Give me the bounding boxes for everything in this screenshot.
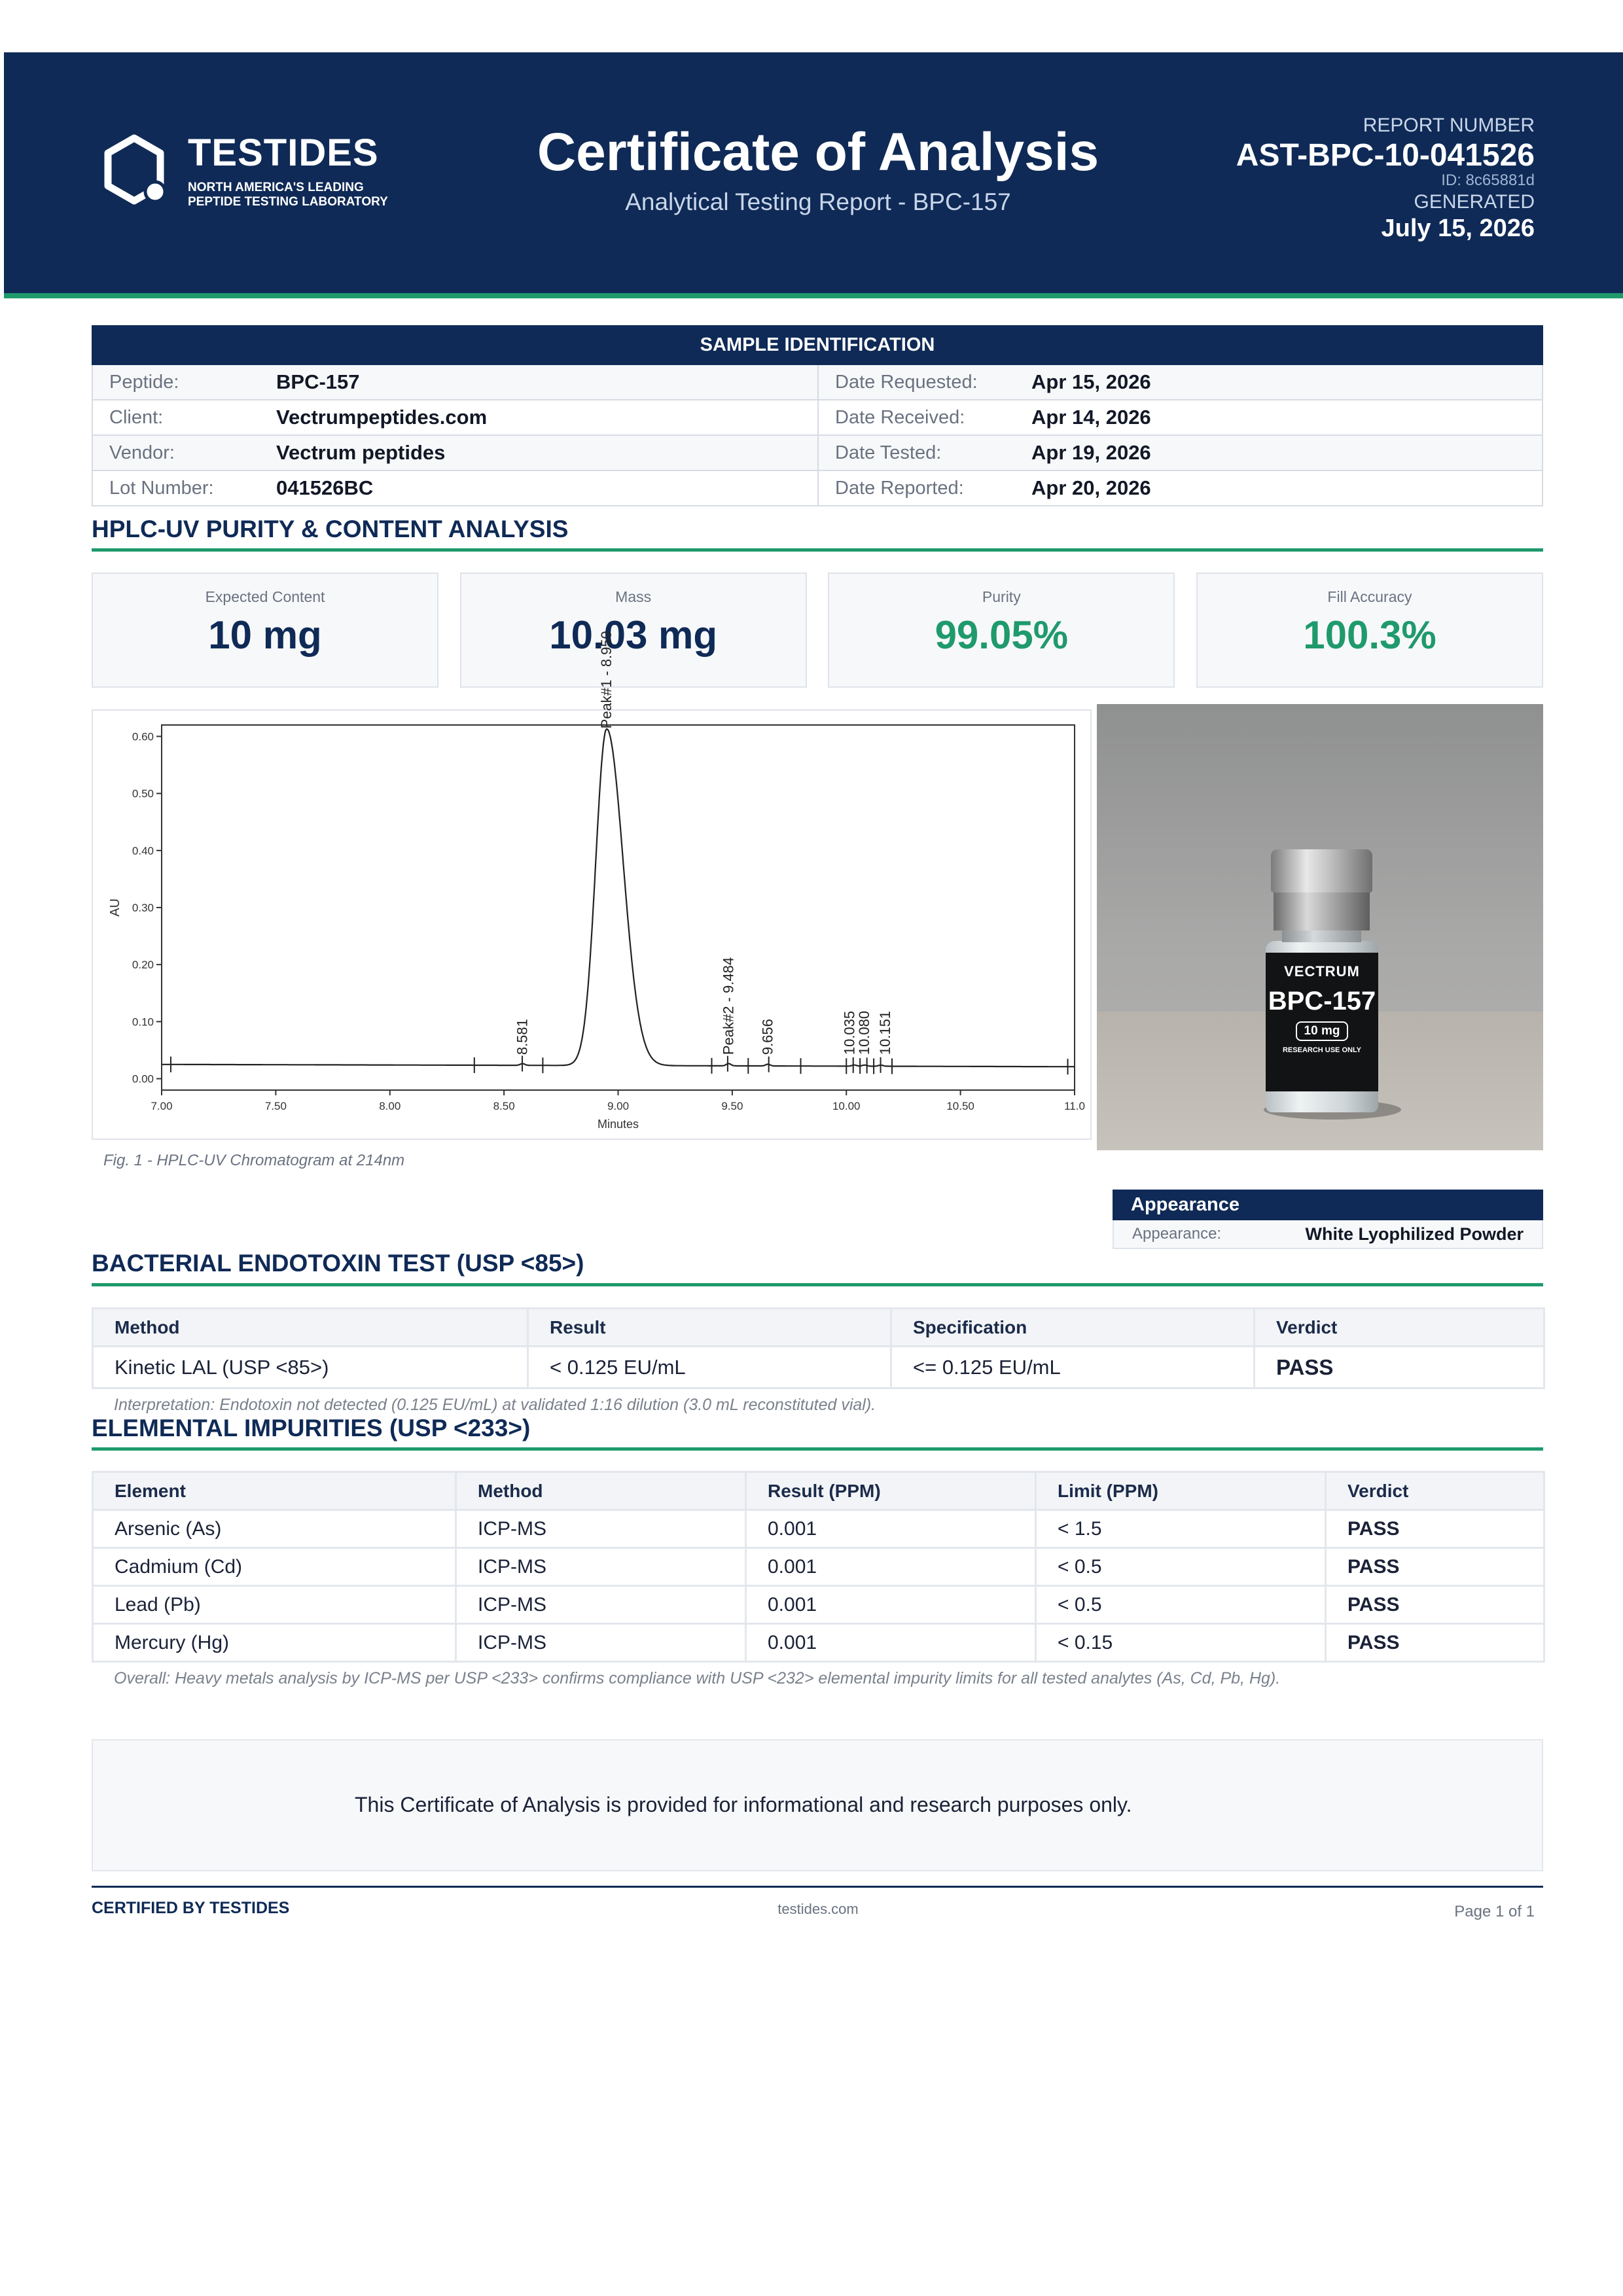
elemental-table xyxy=(92,1471,1545,1663)
metric-value: 10 mg xyxy=(208,613,322,657)
column-header: Result (PPM) xyxy=(746,1472,1036,1510)
x-tick-label: 7.50 xyxy=(264,1100,287,1112)
footer-website-link[interactable]: testides.com xyxy=(777,1901,859,1917)
table-cell: < 0.5 xyxy=(1036,1548,1326,1586)
column-header: Limit (PPM) xyxy=(1036,1472,1326,1510)
figure-caption: Fig. 1 - HPLC-UV Chromatogram at 214nm xyxy=(103,1152,405,1169)
column-header: Specification xyxy=(891,1309,1255,1347)
y-tick-label: 0.00 xyxy=(132,1072,154,1086)
verdict-pass: PASS xyxy=(1255,1347,1544,1388)
y-tick-label: 0.20 xyxy=(132,959,154,972)
vial-photo xyxy=(1097,704,1543,1150)
field-label: Date Requested: xyxy=(835,371,978,393)
y-tick-label: 0.40 xyxy=(132,844,154,857)
sample-cell xyxy=(817,400,1542,434)
x-tick-label: 8.50 xyxy=(493,1100,515,1112)
appearance-value: White Lyophilized Powder xyxy=(1305,1224,1524,1244)
disclaimer-box xyxy=(92,1739,1543,1871)
x-axis-label: Minutes xyxy=(597,1118,639,1131)
peak-label: Peak#1 - 8.950 xyxy=(598,631,615,729)
sample-identification-table xyxy=(92,365,1543,506)
endotoxin-section-title: BACTERIAL ENDOTOXIN TEST (USP <85>) xyxy=(92,1250,584,1277)
metric-label: Fill Accuracy xyxy=(1327,588,1412,605)
sample-cell xyxy=(817,436,1542,470)
sample-cell xyxy=(93,365,817,399)
column-header: Method xyxy=(456,1472,746,1510)
x-tick-label: 10.00 xyxy=(832,1100,861,1112)
appearance-box xyxy=(1113,1190,1543,1249)
hplc-section-title: HPLC-UV PURITY & CONTENT ANALYSIS xyxy=(92,516,569,542)
sample-cell xyxy=(93,436,817,470)
page-number: Page 1 of 1 xyxy=(1454,1903,1535,1920)
vial-brand: VECTRUM xyxy=(1284,963,1360,980)
peak-label: 10.080 xyxy=(856,1010,873,1055)
sample-row xyxy=(93,471,1542,506)
metric-value: 10.03 mg xyxy=(549,613,718,657)
endotoxin-interpretation: Interpretation: Endotoxin not detected (0.125 EU/mL) at validated 1:16 dilution (3.0 mL reconstituted vial). xyxy=(114,1396,876,1414)
y-tick-label: 0.10 xyxy=(132,1016,154,1029)
vial-crimp xyxy=(1274,892,1370,930)
vial-label xyxy=(1266,953,1378,1091)
field-value: Vectrumpeptides.com xyxy=(276,406,488,429)
table-cell: 0.001 xyxy=(746,1510,1036,1548)
hplc-section-rule xyxy=(92,548,1543,552)
field-value: BPC-157 xyxy=(276,370,360,393)
table-cell: <= 0.125 EU/mL xyxy=(891,1347,1255,1388)
appearance-label: Appearance: xyxy=(1132,1225,1222,1243)
table-row xyxy=(93,1548,1544,1586)
metric-label: Purity xyxy=(982,588,1021,605)
brand-tagline-line-1: NORTH AMERICA'S LEADING xyxy=(188,181,364,194)
generated-label: GENERATED xyxy=(1414,191,1535,213)
x-tick-label: 9.00 xyxy=(607,1100,630,1112)
x-tick-label: 10.50 xyxy=(946,1100,974,1112)
sample-cell xyxy=(93,400,817,434)
table-row xyxy=(93,1347,1544,1388)
vial-neck xyxy=(1282,929,1361,942)
table-cell: Cadmium (Cd) xyxy=(93,1548,456,1586)
column-header: Result xyxy=(528,1309,891,1347)
table-cell: Arsenic (As) xyxy=(93,1510,456,1548)
table-cell: Lead (Pb) xyxy=(93,1586,456,1624)
table-cell: < 1.5 xyxy=(1036,1510,1326,1548)
field-value: Apr 19, 2026 xyxy=(1031,441,1151,464)
generated-date: July 15, 2026 xyxy=(1381,215,1535,242)
endotoxin-section-rule xyxy=(92,1283,1543,1286)
metric-card-purity xyxy=(828,573,1175,688)
brand-tagline xyxy=(188,181,388,209)
y-tick-label: 0.30 xyxy=(132,902,154,914)
peak-label: 9.656 xyxy=(759,1019,776,1055)
table-cell: < 0.125 EU/mL xyxy=(528,1347,891,1388)
plot-frame xyxy=(162,725,1075,1090)
column-header: Element xyxy=(93,1472,456,1510)
elemental-section-title: ELEMENTAL IMPURITIES (USP <233>) xyxy=(92,1415,531,1441)
document-title: Certificate of Analysis xyxy=(537,122,1099,182)
y-tick-label: 0.60 xyxy=(132,730,154,743)
field-value: Apr 15, 2026 xyxy=(1031,370,1151,393)
metric-card-mass xyxy=(460,573,807,688)
y-axis-label: AU xyxy=(108,898,122,917)
table-header-row xyxy=(93,1472,1544,1510)
field-label: Date Received: xyxy=(835,406,965,428)
table-cell: < 0.15 xyxy=(1036,1624,1326,1662)
document-subtitle: Analytical Testing Report - BPC-157 xyxy=(625,188,1011,215)
report-number: AST-BPC-10-041526 xyxy=(1236,138,1535,173)
table-cell: 0.001 xyxy=(746,1586,1036,1624)
endotoxin-table xyxy=(92,1307,1545,1389)
table-cell: ICP-MS xyxy=(456,1510,746,1548)
table-row xyxy=(93,1624,1544,1662)
vial-product-name: BPC-157 xyxy=(1268,987,1376,1016)
table-cell: Kinetic LAL (USP <85>) xyxy=(93,1347,528,1388)
field-label: Client: xyxy=(109,406,164,428)
column-header: Verdict xyxy=(1326,1472,1544,1510)
y-tick-label: 0.50 xyxy=(132,787,154,800)
vial-ruo-text: RESEARCH USE ONLY xyxy=(1282,1046,1361,1054)
peak-label: 8.581 xyxy=(514,1019,531,1055)
table-cell: Mercury (Hg) xyxy=(93,1624,456,1662)
chromatogram-trace xyxy=(162,729,1075,1067)
vial-cap xyxy=(1271,849,1372,892)
field-label: Peptide: xyxy=(109,371,179,393)
peak-label: 10.151 xyxy=(876,1010,893,1055)
column-header: Method xyxy=(93,1309,528,1347)
verdict-pass: PASS xyxy=(1326,1510,1544,1548)
field-value: 041526BC xyxy=(276,476,374,499)
certified-by: CERTIFIED BY TESTIDES xyxy=(92,1899,290,1917)
brand-tagline-line-2: PEPTIDE TESTING LABORATORY xyxy=(188,195,388,209)
metric-value: 100.3% xyxy=(1303,613,1436,657)
verdict-pass: PASS xyxy=(1326,1548,1544,1586)
verdict-pass: PASS xyxy=(1326,1624,1544,1662)
field-label: Vendor: xyxy=(109,442,175,463)
report-id: ID: 8c65881d xyxy=(1441,171,1535,189)
metric-cards xyxy=(92,573,1543,688)
sample-identification-heading: SAMPLE IDENTIFICATION xyxy=(92,325,1543,365)
sample-cell xyxy=(817,471,1542,505)
sample-row xyxy=(93,365,1542,400)
header-accent-rule xyxy=(4,293,1623,298)
field-value: Apr 20, 2026 xyxy=(1031,476,1151,499)
field-label: Date Reported: xyxy=(835,477,964,499)
sample-row xyxy=(93,400,1542,436)
footer-rule xyxy=(92,1886,1543,1888)
x-tick-label: 8.00 xyxy=(379,1100,401,1112)
table-cell: 0.001 xyxy=(746,1548,1036,1586)
sample-row xyxy=(93,436,1542,471)
appearance-row xyxy=(1113,1220,1543,1249)
appearance-heading: Appearance xyxy=(1113,1190,1543,1220)
table-cell: < 0.5 xyxy=(1036,1586,1326,1624)
sample-cell xyxy=(93,471,817,505)
table-cell: ICP-MS xyxy=(456,1586,746,1624)
sample-cell xyxy=(817,365,1542,399)
verdict-pass: PASS xyxy=(1326,1586,1544,1624)
field-label: Lot Number: xyxy=(109,477,214,499)
table-cell: ICP-MS xyxy=(456,1624,746,1662)
x-tick-label: 11.0 xyxy=(1064,1100,1085,1112)
table-cell: ICP-MS xyxy=(456,1548,746,1586)
table-header-row xyxy=(93,1309,1544,1347)
x-tick-label: 7.00 xyxy=(151,1100,173,1112)
table-row xyxy=(93,1510,1544,1548)
metric-label: Mass xyxy=(615,588,652,605)
disclaimer-text: This Certificate of Analysis is provided for informational and research purposes only. xyxy=(355,1793,1132,1816)
x-tick-label: 9.50 xyxy=(721,1100,743,1112)
report-number-label: REPORT NUMBER xyxy=(1363,115,1535,136)
metric-value: 99.05% xyxy=(935,613,1069,657)
brand-name: TESTIDES xyxy=(188,132,379,174)
field-value: Apr 14, 2026 xyxy=(1031,406,1151,429)
table-cell: 0.001 xyxy=(746,1624,1036,1662)
testides-logo-icon xyxy=(101,134,167,207)
peak-label: Peak#2 - 9.484 xyxy=(720,957,737,1055)
elemental-section-rule xyxy=(92,1447,1543,1451)
field-label: Date Tested: xyxy=(835,442,942,463)
field-value: Vectrum peptides xyxy=(276,441,446,464)
elemental-overall-note: Overall: Heavy metals analysis by ICP-MS per USP <233> confirms compliance with USP <232> elemental impurity limits for all tested analytes (As, Cd, Pb, Hg). xyxy=(114,1669,1281,1687)
metric-card-fill-accuracy xyxy=(1196,573,1543,688)
peak-label: 10.035 xyxy=(841,1010,858,1055)
metric-label: Expected Content xyxy=(205,588,325,605)
column-header: Verdict xyxy=(1255,1309,1544,1347)
table-row xyxy=(93,1586,1544,1624)
sample-identification xyxy=(92,325,1543,506)
vial-dose: 10 mg xyxy=(1296,1021,1348,1041)
metric-card-expected-content xyxy=(92,573,438,688)
